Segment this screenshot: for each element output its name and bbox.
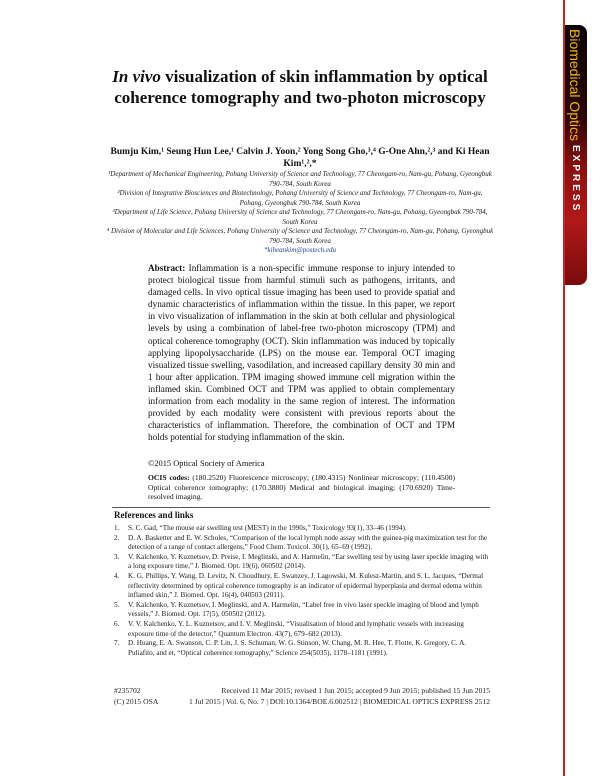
copyright: ©2015 Optical Society of America (148, 459, 265, 468)
ocis-label: OCIS codes: (148, 473, 190, 482)
reference-number: 3. (114, 552, 120, 561)
reference-item (114, 524, 489, 534)
journal-logo-banner (565, 25, 587, 285)
reference-number: 4. (114, 571, 120, 580)
reference-item (114, 534, 489, 553)
reference-text: D. A. Basketter and E. W. Scholes, “Comparison of the local lymph node assay with the guinea-pig maximization test for the detection of a range of contact allergens,” Food Chem. Toxicol. 30(1), 65–69 (1992). (128, 533, 488, 552)
reference-text: D. Huang, E. A. Swanson, C. P. Lin, J. S. Schuman, W. G. Stinson, W. Chang, M. R. Hee, T. Flotte, K. Gregory, C. A. Puliafito, and et, “Optical coherence tomography,” Science 254(5035), 1178–1181 (1991). (128, 639, 467, 657)
reference-text: V. Kalchenko, Y. Kuznetsov, D. Preise, I. Meglinski, and A. Harmelin, “Ear swelling test by using laser speckle imaging with a long exposure time,” J. Biomed. Opt. 19(6), 060502 (2014). (128, 552, 489, 571)
reference-number: 1. (114, 524, 120, 532)
divider (112, 507, 490, 508)
title-italic: In vivo (112, 67, 161, 86)
reference-text: K. G. Phillips, Y. Wang, D. Levitz, N. Choudhury, E. Swanzey, J. Lagowski, M. Kulesz-Martin, and S. L. Jacques, “Dermal reflectivity determined by optical coherence tomography is an indicator of epidermal hyperplasia and dermal edema within inflamed skin,” J. Biomed. Opt. 16(4), 040503 (2011). (128, 571, 484, 600)
osa-copyright: (C) 2015 OSA (114, 697, 159, 706)
journal-subname: EXPRESS (570, 145, 581, 214)
title-text: visualization of skin inflammation by optical coherence tomography and two-photon microscopy (114, 67, 488, 107)
affiliations (105, 170, 495, 256)
journal-logo-text (567, 29, 583, 213)
paper-title (100, 66, 500, 108)
reference-number: 2. (114, 533, 120, 542)
reference-item (114, 639, 489, 658)
abstract (148, 262, 455, 443)
ocis-text: (180.2520) Fluorescence microscopy; (180.4315) Nonlinear microscopy; (110.4500) Optical coherence tomography; (170.3880) Medical and biological imaging; (170.6920) Time-resolved imaging. (148, 473, 455, 502)
publication-dates: Received 11 Mar 2015; revised 1 Jun 2015; accepted 9 Jun 2015; published 15 Jun 2015 (221, 686, 490, 695)
affiliation: ⁴ Division of Molecular and Life Sciences, Pohang University of Science and Technology, 77 Cheongam-ro, Nam-gu, Pohang, Gyeongbuk 790-784, South Korea (106, 227, 494, 245)
references-heading: References and links (114, 510, 194, 520)
reference-item (114, 572, 489, 601)
reference-item (114, 620, 489, 639)
reference-number: 5. (114, 600, 120, 609)
references-list (114, 524, 489, 658)
reference-text: V. V. Kalchenko, Y. L. Kuznetsov, and I. V. Meglinski, “Visualisation of blood and lymphatic vessels with increasing exposure time of the detector,” Quantum Electron. 43(7), 679–682 (2013). (128, 619, 464, 638)
affiliation: ³Department of Life Science, Pohang University of Science and Technology, 77 Cheongam-ro, Nam-gu, Pohang, Gyeongbuk 790-784, South Korea (112, 208, 488, 226)
abstract-label: Abstract: (148, 263, 186, 273)
journal-name: Biomedical Optics (567, 29, 583, 142)
reference-item (114, 553, 489, 572)
reference-text: V. Kalchenko, Y. Kuznetsov, I. Meglinski, and A. Harmelin, “Label free in vivo laser speckle imaging of blood and lymph vessels,” J. Biomed. Opt. 17(5), 050502 (2012). (128, 600, 479, 619)
reference-item (114, 601, 489, 620)
authors: Bumju Kim,¹ Seung Hun Lee,¹ Calvin J. Yoon,² Yong Song Gho,³,⁴ G-One Ahn,²,³ and Ki Hean Kim¹,²,* (110, 147, 490, 169)
affiliation: ¹Department of Mechanical Engineering, Pohang University of Science and Technology, 77 Cheongam-ro, Nam-gu, Pohang, Gyeongbuk 790-784, South Korea (108, 170, 492, 188)
manuscript-id: #235702 (114, 686, 141, 695)
reference-text: S. C. Gad, “The mouse ear swelling test (MEST) in the 1990s,” Toxicology 93(1), 33–46 (1994). (128, 524, 407, 532)
abstract-text: Inflammation is a non-specific immune response to injury intended to protect biological tissue from harmful stimuli such as pathogens, irritants, and damaged cells. In vivo optical tissue imaging has been used to provide spatial and dynamic characteristics of inflammation within the tissue. In this paper, we report in vivo visualization of inflammation in the skin at both cellular and physiological levels by using a combination of label-free two-photon microscopy (TPM) and optical coherence tomography (OCT). Skin inflammation was induced by topically applying lipopolysaccharide (LPS) on the mouse ear. Temporal OCT imaging visualized tissue swelling, vasodilation, and increased capillary density 30 min and 1 hour after application. TPM imaging showed immune cell migration within the inflamed skin. Combined OCT and TPM was applied to obtain complementary information from each modality in the same region of interest. The information provided by each modality were consistent with previous reports about the characteristics of inflammation. Therefore, the combination of OCT and TPM holds potential for studying inflammation of the skin. (148, 263, 455, 443)
affiliation: ²Division of Integrative Biosciences and Biotechnology, Pohang University of Science and Technology, 77 Cheongam-ro, Nam-gu, Pohang, Gyeongbuk 790-784, South Korea (117, 189, 483, 207)
reference-number: 6. (114, 619, 120, 628)
ocis-codes (148, 473, 455, 502)
reference-number: 7. (114, 639, 120, 648)
corresponding-email[interactable]: *kiheankim@postech.edu (264, 246, 336, 254)
issue-info: 1 Jul 2015 | Vol. 6, No. 7 | DOI:10.1364/BOE.6.002512 | BIOMEDICAL OPTICS EXPRESS 2512 (188, 697, 490, 706)
